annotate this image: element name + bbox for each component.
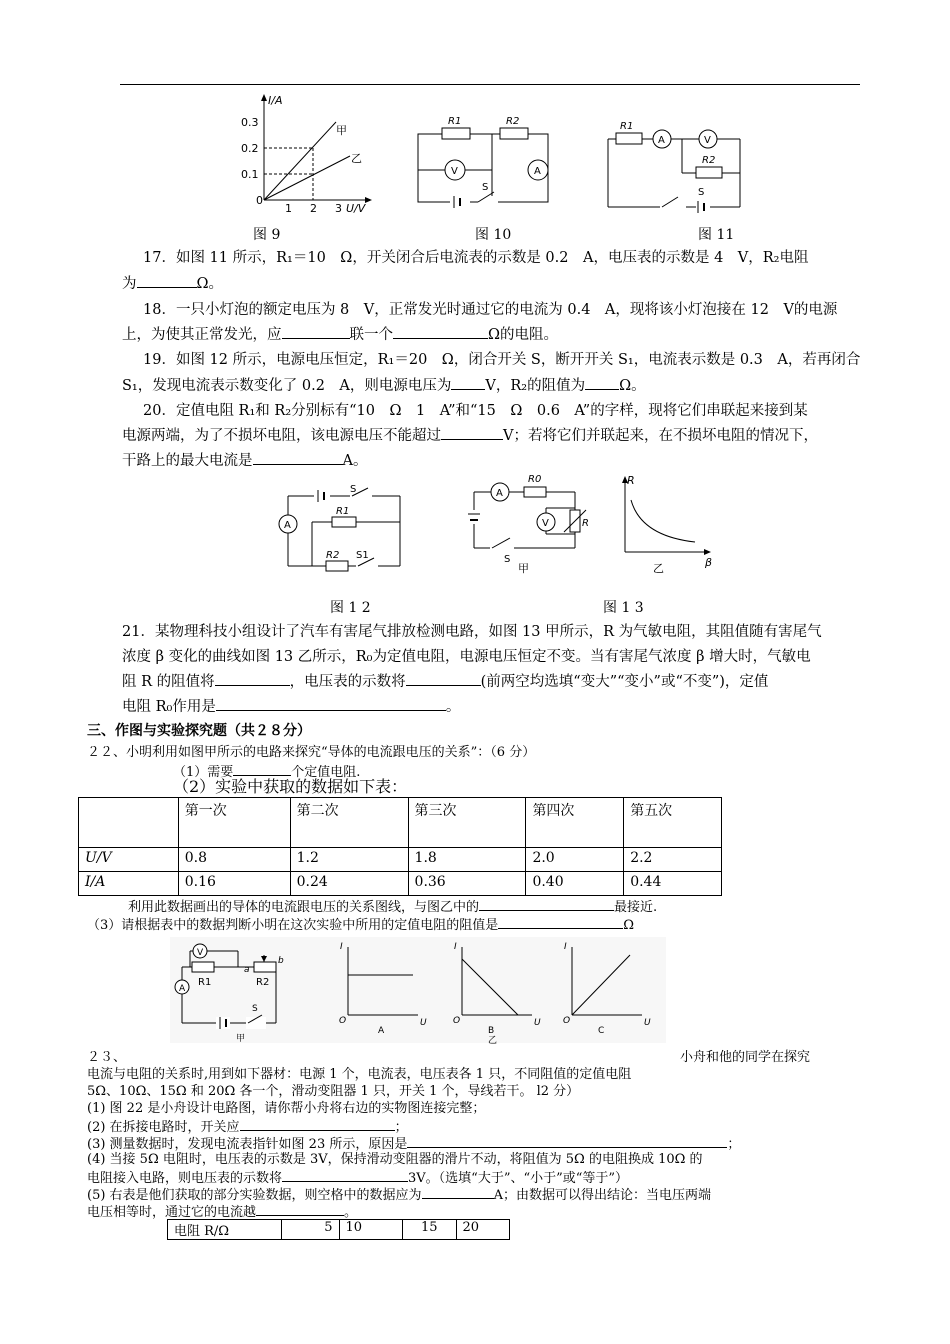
q23-blank3[interactable] [282, 1166, 408, 1182]
q22-row2-cell: 0.36 [408, 872, 526, 896]
q23-line1a: ２３、 [87, 1050, 127, 1065]
q22-data-table [78, 797, 722, 896]
fig13-yi-beta: β [705, 556, 713, 569]
q23-line2: 电流与电阻的关系时,用到如下器材：电源 1 个，电流表，电压表各 1 只，不同阻值的定值电阻 [87, 1067, 632, 1082]
fig11-r2: R2 [702, 155, 716, 166]
q23-table-cell: 20 [456, 1220, 509, 1240]
figure-11-circuit [600, 115, 750, 215]
figure-13-yi-graph [605, 470, 720, 580]
q23-table-cell: 5 [282, 1220, 340, 1240]
q17-blank[interactable] [137, 272, 197, 288]
graph-b-o: O [453, 1016, 461, 1026]
fig9-jia: 甲 [336, 124, 347, 137]
q22-l5b: Ω [623, 918, 635, 933]
fig13-yi-label: 乙 [653, 562, 664, 575]
q21-l3a: 阻 R 的阻值将 [122, 674, 215, 690]
q23-l6a: (3) 测量数据时，发现电流表指针如图 23 所示，原因是 [87, 1137, 408, 1152]
fig9-y03: 0.3 [241, 116, 259, 129]
fig13-a: A [496, 488, 503, 499]
q22-row2-cell: 0.40 [526, 872, 624, 896]
fig10-s: S [482, 182, 489, 193]
q18-blank2[interactable] [393, 323, 488, 339]
q17-line1: 17．如图 11 所示，R₁＝10 Ω，开关闭合后电流表的示数是 0.2 A，电压表的示数是 4 V，R₂电阻 [143, 250, 809, 266]
figure-9-graph [238, 90, 383, 215]
q22-fig-a: A [179, 984, 186, 994]
q23-l9a: (5) 右表是他们获取的部分实验数据，则空格中的数据应为 [87, 1188, 422, 1203]
q23-l5b: ； [394, 1120, 408, 1135]
q20-l3a: 干路上的最大电流是 [122, 453, 253, 469]
q20-blank2[interactable] [253, 449, 343, 465]
q17-l2b: Ω。 [196, 276, 224, 292]
q19-line2 [122, 374, 646, 397]
fig12-s: S [350, 484, 357, 495]
q21-l4a: 电阻 R₀作用是 [122, 699, 216, 715]
q20-l2a: 电源两端，为了不损坏电阻，该电源电压不能超过 [122, 428, 441, 444]
q23-line7: (4) 当接 5Ω 电阻时，电压表的示数是 3V，保持滑动变阻器的滑片不动，将阻值为 5Ω 的电阻换成 10Ω 的 [87, 1152, 703, 1167]
q19-line1: 19．如图 12 所示，电源电压恒定，R₁＝20 Ω，闭合开关 S，断开开关 S₁，电流表示数是 0.3 A，若再闭合 [143, 352, 861, 368]
graph-yi-label: 乙 [488, 1036, 498, 1045]
q23-line3: 5Ω、10Ω、15Ω 和 20Ω 各一个，滑动变阻器 1 只，开关 1 个，导线若干。 l2 分） [87, 1084, 580, 1099]
graph-a-u: U [420, 1018, 427, 1028]
q22-row2-cell: 0.44 [624, 872, 722, 896]
graph-a-o: O [339, 1016, 347, 1026]
q22-header-5: 第五次 [624, 798, 722, 848]
q23-l9b: A；由数据可以得出结论：当电压两端 [493, 1188, 711, 1203]
fig10-r2: R2 [506, 116, 520, 127]
q23-blank4[interactable] [422, 1183, 494, 1199]
q20-l3b: A。 [342, 453, 368, 469]
q22-l4a: 利用此数据画出的导体的电流跟电压的关系图线，与图乙中的 [128, 900, 480, 915]
q22-l2a: （1）需要 [173, 765, 234, 780]
fig9-xlabel: U/V [346, 202, 366, 215]
fig13-r0: R0 [528, 474, 542, 485]
q21-line1: 21．某物理科技小组设计了汽车有害尾气排放检测电路，如图 13 甲所示，R 为气敏电阻，其阻值随有害尾气 [122, 624, 822, 640]
section-3-title: 三、作图与实验探究题（共２８分） [87, 723, 311, 739]
figure-13-jia-circuit [460, 470, 595, 580]
fig9-x2: 2 [310, 202, 317, 215]
fig9-ylabel: I/A [268, 94, 283, 107]
fig10-v: V [451, 166, 458, 177]
fig9-y01: 0.1 [241, 168, 259, 181]
q22-row1-cell: 1.2 [290, 848, 408, 872]
q17-line2 [122, 272, 223, 295]
fig12-s1: S1 [356, 550, 369, 561]
fig13-v: V [542, 518, 549, 529]
fig12-r1: R1 [336, 506, 350, 517]
q20-line3 [122, 449, 367, 472]
fig13-caption: 图 1 3 [603, 600, 644, 616]
q22-blank2[interactable] [479, 895, 614, 911]
q20-l2b: V；若将它们并联起来，在不损坏电阻的情况下， [503, 428, 818, 444]
q22-row2-cell: 0.16 [178, 872, 290, 896]
q23-line1b: 小舟和他的同学在探究 [680, 1050, 811, 1065]
q22-header-4: 第四次 [526, 798, 624, 848]
fig10-r1: R1 [448, 116, 462, 127]
fig9-x3: 3 [335, 202, 342, 215]
graph-a-i: I [340, 942, 343, 952]
q22-header-2: 第二次 [290, 798, 408, 848]
top-rule [120, 84, 860, 85]
figure-12-circuit [270, 482, 415, 582]
q22-row2-label: I/A [79, 872, 179, 896]
q22-row1-cell: 2.0 [526, 848, 624, 872]
q22-fig-r1: R1 [198, 977, 212, 988]
q22-fig-b-point: b [278, 956, 284, 966]
q19-l2b: V，R₂的阻值为 [485, 378, 586, 394]
q21-line4 [122, 695, 460, 718]
q23-table-header: 电阻 R/Ω [168, 1220, 282, 1240]
fig10-caption: 图 10 [475, 227, 512, 243]
q22-line3: （2）实验中获取的数据如下表： [173, 777, 408, 796]
q21-l3c: (前两空均选填“变大”“变小”或“不变”)，定值 [480, 674, 769, 690]
fig13-jia: 甲 [518, 562, 529, 575]
q23-line4: (1) 图 22 是小舟设计电路图，请你帮小舟将右边的实物图连接完整； [87, 1101, 486, 1116]
q23-l10a: 电压相等时，通过它的电流越 [87, 1205, 257, 1220]
q22-l4b: 最接近. [614, 900, 658, 915]
fig13-yi-r: R [627, 474, 635, 487]
fig9-caption: 图 9 [253, 227, 281, 243]
q22-l5a: （3）请根据表中的数据判断小明在这次实验中所用的定值电阻的阻值是 [87, 918, 499, 933]
graph-c-o: O [563, 1016, 571, 1026]
q20-line2 [122, 424, 818, 447]
q22-row1-cell: 1.8 [408, 848, 526, 872]
q21-line2: 浓度 β 变化的曲线如图 13 乙所示，R₀为定值电阻，电源电压恒定不变。当有害尾气浓度 β 增大时，气敏电 [122, 649, 811, 665]
q18-blank1[interactable] [282, 323, 350, 339]
q22-row2-cell: 0.24 [290, 872, 408, 896]
q18-line2 [122, 323, 558, 346]
q23-l10b: 。 [344, 1205, 358, 1220]
q19-l2c: Ω。 [619, 378, 646, 394]
q22-blank1[interactable] [233, 760, 291, 776]
q22-figure [168, 935, 668, 1045]
q20-blank1[interactable] [441, 424, 503, 440]
fig9-x1: 1 [285, 202, 292, 215]
q19-blank2[interactable] [585, 374, 619, 390]
q21-l3b: ，电压表的示数将 [289, 674, 406, 690]
fig9-yi: 乙 [351, 152, 362, 165]
graph-b-label: B [488, 1026, 495, 1036]
fig11-r1: R1 [620, 121, 634, 132]
figure-10-circuit [410, 112, 555, 212]
q23-l8a: 电阻接入电路，则电压表的示数将 [87, 1171, 283, 1186]
q22-fig-r2: R2 [256, 977, 270, 988]
graph-c-u: U [644, 1018, 651, 1028]
fig11-v: V [704, 135, 711, 146]
fig12-a: A [284, 520, 291, 531]
q23-blank2[interactable] [407, 1132, 727, 1148]
q22-fig-a-point: a [244, 965, 250, 975]
q18-l2a: 上，为使其正常发光，应 [122, 327, 282, 343]
q18-l2b: 联一个 [349, 327, 393, 343]
fig10-a: A [534, 166, 541, 177]
q22-row1-cell: 0.8 [178, 848, 290, 872]
graph-c-label: C [598, 1026, 605, 1036]
graph-a-label: A [378, 1026, 385, 1036]
q22-l2b: 个定值电阻. [291, 765, 361, 780]
q17-l2a: 为 [122, 276, 137, 292]
fig12-r2: R2 [326, 550, 340, 561]
q21-blank1[interactable] [215, 670, 290, 686]
graph-b-u: U [534, 1018, 541, 1028]
fig12-caption: 图 1 2 [330, 600, 371, 616]
fig11-caption: 图 11 [698, 227, 735, 243]
q22-header-1: 第一次 [178, 798, 290, 848]
q23-table-cell: 15 [403, 1220, 456, 1240]
q18-l2c: Ω的电阻。 [488, 327, 559, 343]
q22-fig-jia: 甲 [236, 1034, 246, 1044]
graph-b-label: A [168, 935, 169, 936]
fig13-s: S [504, 554, 511, 565]
q19-l2a: S₁，发现电流表示数变化了 0.2 A，则电源电压为 [122, 378, 452, 394]
fig9-origin: 0 [256, 194, 263, 207]
graph-c-i: I [564, 942, 567, 952]
fig11-s: S [698, 187, 705, 198]
q22-fig-v: V [197, 948, 204, 958]
q23-l6b: ； [727, 1137, 741, 1152]
q21-blank3[interactable] [216, 695, 446, 711]
fig13-r: R [582, 518, 589, 529]
q21-l4b: 。 [445, 699, 461, 715]
q19-blank1[interactable] [451, 374, 485, 390]
q23-l5a: (2) 在拆接电路时，开关应 [87, 1120, 240, 1135]
q23-data-table [167, 1219, 510, 1240]
fig11-a: A [658, 135, 665, 146]
q20-line1: 20．定值电阻 R₁和 R₂分别标有“10 Ω 1 A”和“15 Ω 0.6 A”的字样，现将它们串联起来接到某 [143, 403, 808, 419]
q18-line1: 18．一只小灯泡的额定电压为 8 V，正常发光时通过它的电流为 0.4 A，现将该小灯泡接在 12 V的电源 [143, 302, 838, 318]
q22-fig-s: S [252, 1004, 258, 1014]
q23-blank5[interactable] [256, 1200, 344, 1216]
q22-blank3[interactable] [498, 913, 623, 929]
q22-header-3: 第三次 [408, 798, 526, 848]
q22-line5 [87, 913, 634, 937]
graph-b-i: I [454, 942, 457, 952]
q22-row1-cell: 2.2 [624, 848, 722, 872]
q22-line1: ２２、小明利用如图甲所示的电路来探究“导体的电流跟电压的关系”：（6 分） [87, 745, 536, 760]
q21-line3 [122, 670, 768, 693]
q23-blank1[interactable] [240, 1115, 395, 1131]
q23-table-cell: 10 [339, 1220, 403, 1240]
fig9-y02: 0.2 [241, 142, 259, 155]
q23-l8b: 3V。（选填“大于”、“小于”或“等于”） [408, 1171, 629, 1186]
q21-blank2[interactable] [406, 670, 481, 686]
q22-header-0 [79, 798, 179, 848]
q22-row1-label: U/V [79, 848, 179, 872]
